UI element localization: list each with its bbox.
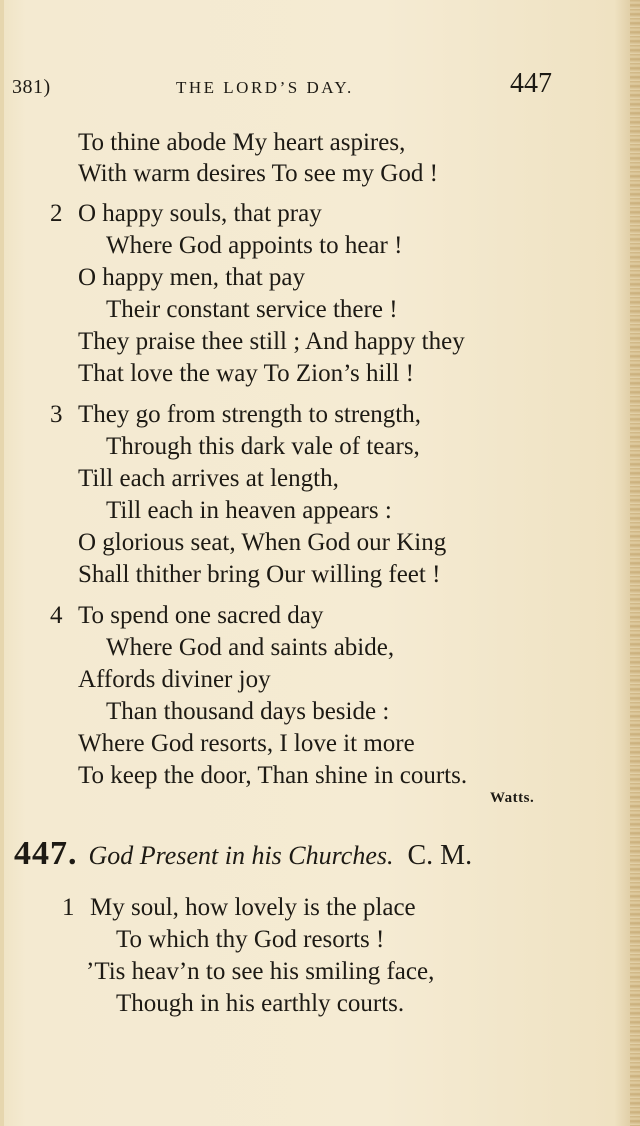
running-header bbox=[12, 68, 552, 102]
header-page-ref: 381) bbox=[12, 76, 51, 98]
author-attribution: Watts. bbox=[490, 790, 535, 806]
stanza-number: 4 bbox=[50, 602, 63, 629]
verse-line: To spend one sacred day bbox=[78, 602, 324, 629]
verse-line: To which thy God resorts ! bbox=[116, 926, 385, 953]
stanza-number: 3 bbox=[50, 401, 63, 428]
stanza-number: 2 bbox=[50, 200, 63, 227]
verse-line: Affords diviner joy bbox=[78, 666, 271, 693]
header-hymn-number: 447 bbox=[510, 68, 552, 99]
verse-line: My soul, how lovely is the place bbox=[90, 894, 416, 921]
verse-line: Their constant service there ! bbox=[106, 296, 398, 323]
verse-line: Where God and saints abide, bbox=[106, 634, 395, 661]
verse-line: That love the way To Zion’s hill ! bbox=[78, 360, 414, 387]
verse-line: Through this dark vale of tears, bbox=[106, 433, 420, 460]
verse-line: They go from strength to strength, bbox=[78, 401, 421, 428]
verse-line: Till each in heaven appears : bbox=[106, 497, 392, 524]
stanza-number: 1 bbox=[62, 894, 75, 921]
hymn-title: God Present in his Churches. bbox=[88, 841, 394, 870]
verse-line: Than thousand days beside : bbox=[106, 698, 390, 725]
verse-line: Though in his earthly courts. bbox=[116, 990, 405, 1017]
verse-line: With warm desires To see my God ! bbox=[78, 160, 438, 187]
verse-line: Where God appoints to hear ! bbox=[106, 232, 403, 259]
verse-line: Where God resorts, I love it more bbox=[78, 730, 415, 757]
verse-line: To keep the door, Than shine in courts. bbox=[78, 762, 468, 789]
page-right-edge bbox=[630, 0, 640, 1126]
verse-line: Shall thither bring Our willing feet ! bbox=[78, 561, 441, 588]
verse-line: O glorious seat, When God our King bbox=[78, 529, 447, 556]
page-left-edge bbox=[0, 0, 4, 1126]
hymn-heading: 447. God Present in his Churches. C. M. bbox=[14, 835, 473, 872]
header-title: THE LORD’S DAY. bbox=[176, 78, 354, 97]
verse-line: O happy souls, that pray bbox=[78, 200, 322, 227]
verse-line: To thine abode My heart aspires, bbox=[78, 129, 406, 156]
hymn-number: 447 bbox=[14, 835, 68, 872]
verse-line: Till each arrives at length, bbox=[78, 465, 339, 492]
hymn-meter: C. M. bbox=[407, 840, 473, 871]
verse-line: ’Tis heav’n to see his smiling face, bbox=[86, 958, 435, 985]
verse-line: O happy men, that pay bbox=[78, 264, 306, 291]
verse-line: They praise thee still ; And happy they bbox=[78, 328, 465, 355]
